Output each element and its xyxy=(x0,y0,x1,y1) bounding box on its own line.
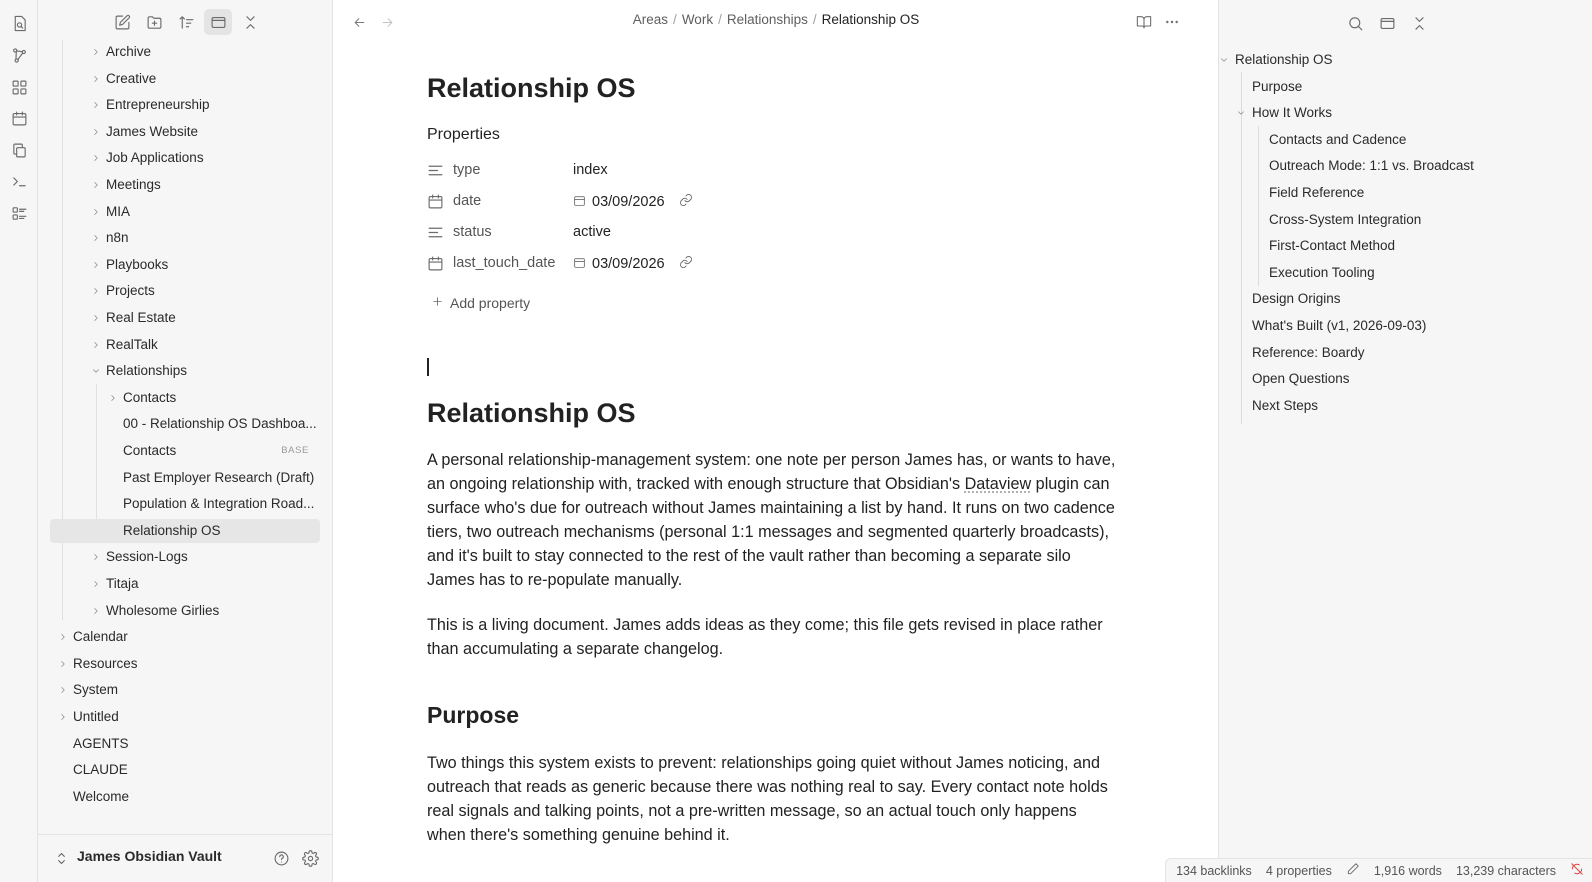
file-item[interactable] xyxy=(50,519,320,543)
sort-order-icon[interactable] xyxy=(172,9,200,35)
paragraph-purpose[interactable]: Two things this system exists to prevent: relationships going quiet without James noticing, and outreach that reads as generic because there was nothing real to say. Every contact note holds real signals and talking points, not a pre-written message, so an actual touch only happens when there's something genuine behind it. xyxy=(427,754,1108,844)
chevron-right-icon[interactable] xyxy=(90,200,102,224)
tree-item-label: Relationship OS xyxy=(123,522,221,538)
more-options-icon[interactable] xyxy=(1160,10,1184,34)
folder-item[interactable] xyxy=(38,306,321,330)
tree-item-label: James Website xyxy=(106,123,199,139)
folder-item[interactable] xyxy=(38,625,321,649)
text-property-icon xyxy=(427,224,445,242)
property-row-status[interactable] xyxy=(427,220,1117,246)
chevron-up-down-icon[interactable] xyxy=(51,848,71,868)
tree-item-label: CLAUDE xyxy=(73,762,128,778)
chevron-right-icon[interactable] xyxy=(90,306,102,330)
outline-heading-item[interactable] xyxy=(1269,208,1421,232)
outline-heading-item[interactable] xyxy=(1269,181,1364,205)
text: A personal relationship-management system: one note per person James has, or wants to have, an ongoing relationship with, tracked with enough structure that Obsidian's xyxy=(427,451,1116,493)
folder-item[interactable] xyxy=(38,705,321,729)
graph-view-icon[interactable] xyxy=(6,42,32,68)
breadcrumb-separator: / xyxy=(673,12,677,27)
tree-item-label: Calendar xyxy=(73,629,128,645)
outline-heading-label: Execution Tooling xyxy=(1269,264,1375,280)
outline-heading-item[interactable] xyxy=(1235,48,1333,72)
chevron-right-icon[interactable] xyxy=(57,652,69,676)
chevron-right-icon[interactable] xyxy=(90,173,102,197)
tree-item-label: Resources xyxy=(73,655,138,671)
tree-item-label: Session-Logs xyxy=(106,549,188,565)
toggle-pane-icon[interactable] xyxy=(1374,10,1400,36)
chevron-right-icon[interactable] xyxy=(90,572,102,596)
property-key[interactable]: date xyxy=(453,193,482,209)
calendar-icon xyxy=(427,193,445,211)
chevron-right-icon[interactable] xyxy=(90,253,102,277)
outline-pane xyxy=(1218,0,1592,882)
settings-gear-icon[interactable] xyxy=(300,848,320,868)
reading-view-book-icon[interactable] xyxy=(1132,10,1156,34)
tree-item-label: System xyxy=(73,682,119,698)
calendar-icon[interactable] xyxy=(573,256,586,273)
folder-item[interactable] xyxy=(38,226,321,250)
property-row-last-touch-date[interactable] xyxy=(427,251,1117,277)
outline-heading-item[interactable] xyxy=(1269,234,1395,258)
folder-item[interactable] xyxy=(38,146,321,170)
tree-item-label: Entrepreneurship xyxy=(106,97,210,113)
tree-item-label: Titaja xyxy=(106,576,139,591)
left-ribbon xyxy=(0,0,38,882)
outline-heading-label: Cross-System Integration xyxy=(1269,211,1422,227)
outline-heading-label: Next Steps xyxy=(1252,397,1319,413)
chevron-right-icon[interactable] xyxy=(90,279,102,303)
outline-heading-item[interactable] xyxy=(1269,128,1406,152)
tree-item-label: Population & Integration Road... xyxy=(123,496,315,512)
outline-heading-label: Design Origins xyxy=(1252,291,1341,307)
breadcrumb-separator: / xyxy=(812,12,817,27)
tree-item-label: Wholesome Girlies xyxy=(106,602,220,618)
editor-pane xyxy=(334,0,1218,882)
date-value[interactable] xyxy=(573,193,693,211)
property-value[interactable]: index xyxy=(573,162,608,178)
folder-item[interactable] xyxy=(38,40,321,64)
tree-item-label: Contacts xyxy=(123,443,177,458)
outline-heading-label: What's Built (v1, 2026-09-03) xyxy=(1252,318,1427,333)
chevron-right-icon[interactable] xyxy=(90,40,102,64)
breadcrumb xyxy=(334,12,1218,27)
file-type-badge: BASE xyxy=(281,445,309,456)
outline-heading-label: Field Reference xyxy=(1269,185,1365,200)
note-title[interactable]: Relationship OS xyxy=(427,73,636,103)
chevron-right-icon[interactable] xyxy=(90,67,102,91)
folder-item[interactable] xyxy=(38,93,321,117)
chevron-right-icon[interactable] xyxy=(57,625,69,649)
calendar-icon[interactable] xyxy=(573,194,586,211)
outline-heading-item[interactable] xyxy=(1269,261,1375,285)
add-property-label: Add property xyxy=(450,295,531,311)
tree-item-label: Creative xyxy=(106,70,157,86)
note-content[interactable] xyxy=(427,68,1117,844)
tree-item-label: Contacts xyxy=(123,389,177,405)
tree-item-label: n8n xyxy=(106,230,129,246)
bases-icon[interactable] xyxy=(6,200,32,226)
tree-item-label: Meetings xyxy=(106,177,161,192)
status-bar xyxy=(1165,858,1592,882)
folder-item[interactable] xyxy=(38,253,321,277)
folder-item[interactable] xyxy=(38,678,321,702)
tree-item-label: Welcome xyxy=(73,788,130,804)
chevron-right-icon[interactable] xyxy=(90,545,102,569)
tree-item-label: AGENTS xyxy=(73,735,129,751)
terminal-icon[interactable] xyxy=(6,168,32,194)
date-text[interactable]: 03/09/2026 xyxy=(592,194,665,210)
folder-item[interactable] xyxy=(38,67,321,91)
tree-item-label: 00 - Relationship OS Dashboa... xyxy=(123,416,317,432)
outline-heading-item[interactable] xyxy=(1252,341,1365,365)
heading-relationship-os[interactable]: Relationship OS xyxy=(427,398,636,428)
dataview-link[interactable]: Dataview xyxy=(964,475,1032,493)
new-folder-icon[interactable] xyxy=(140,9,168,35)
outline-heading-item[interactable] xyxy=(1252,101,1332,125)
file-item[interactable] xyxy=(38,466,321,490)
breadcrumb-item-current[interactable]: Relationship OS xyxy=(821,12,920,27)
outline-heading-item[interactable] xyxy=(1252,75,1302,99)
outline-heading-item[interactable] xyxy=(1252,367,1350,391)
folder-item[interactable] xyxy=(38,386,321,410)
backlinks-count[interactable]: 134 backlinks xyxy=(1176,863,1252,878)
tree-item-label: Untitled xyxy=(73,709,119,724)
daily-note-calendar-icon[interactable] xyxy=(6,105,32,131)
tree-item-label: Projects xyxy=(106,283,155,299)
paragraph-living-document[interactable]: This is a living document. James adds ideas as they come; this file gets revised in place rather than accumulating a separate changelog. xyxy=(427,616,1103,658)
breadcrumb-separator: / xyxy=(718,12,722,27)
calendar-icon xyxy=(427,255,445,273)
chevron-right-icon[interactable] xyxy=(90,226,102,250)
tree-item-label: Archive xyxy=(106,44,152,59)
canvas-icon[interactable] xyxy=(6,74,32,100)
folder-item[interactable] xyxy=(38,599,321,623)
outline-heading-item[interactable] xyxy=(1252,314,1426,338)
folder-item[interactable] xyxy=(38,120,321,144)
tree-item-label: Playbooks xyxy=(106,256,169,272)
property-key[interactable]: status xyxy=(453,224,492,240)
outline-heading-label: Open Questions xyxy=(1252,371,1350,387)
help-icon[interactable] xyxy=(271,848,291,868)
folder-item[interactable] xyxy=(38,173,321,197)
outline-heading-item[interactable] xyxy=(1269,154,1474,178)
templates-icon[interactable] xyxy=(6,137,32,163)
chevron-right-icon[interactable] xyxy=(90,599,102,623)
outline-heading-label: Relationship OS xyxy=(1235,52,1333,67)
chevron-right-icon[interactable] xyxy=(57,678,69,702)
file-item[interactable] xyxy=(38,439,321,463)
auto-reveal-file-icon[interactable] xyxy=(204,9,232,35)
text: plugin can surface who's due for outreach without James maintaining a list by hand. It runs on two cadence tiers, two outreach mechanisms (personal 1:1 messages and segmented quarterly broadcasts), and it's built to stay connected to the rest of the vault rather than becoming a separate silo James has to re-populate manually. xyxy=(427,475,1115,589)
outline-heading-label: How It Works xyxy=(1252,105,1333,121)
text-cursor xyxy=(427,358,429,376)
folder-item[interactable] xyxy=(38,200,321,224)
folder-item[interactable] xyxy=(38,572,321,596)
collapse-all-icon[interactable] xyxy=(236,9,264,35)
outline-heading-label: Outreach Mode: 1:1 vs. Broadcast xyxy=(1269,158,1474,174)
chevron-right-icon[interactable] xyxy=(90,120,102,144)
tree-item-label: Past Employer Research (Draft) xyxy=(123,469,315,485)
tree-item-label: MIA xyxy=(106,203,131,219)
property-value[interactable]: active xyxy=(573,224,611,240)
paragraph-intro[interactable] xyxy=(427,448,1117,592)
folder-item[interactable] xyxy=(38,359,321,383)
properties-heading[interactable]: Properties xyxy=(427,126,500,143)
outline-indent-guide xyxy=(1258,126,1259,286)
file-item[interactable] xyxy=(38,412,321,436)
outline-heading-label: Contacts and Cadence xyxy=(1269,131,1407,147)
outline-heading-label: First-Contact Method xyxy=(1269,238,1396,254)
chevron-right-icon[interactable] xyxy=(57,705,69,729)
chevron-down-icon[interactable] xyxy=(90,359,102,383)
sync-status-icon[interactable] xyxy=(1570,862,1584,879)
breadcrumb-item-relationships[interactable]: Relationships xyxy=(726,12,808,27)
chevron-down-icon[interactable] xyxy=(1218,48,1230,72)
search-icon[interactable] xyxy=(1342,10,1368,36)
plus-icon xyxy=(431,295,444,311)
chevron-right-icon[interactable] xyxy=(107,386,119,410)
edit-mode-pencil-icon[interactable] xyxy=(1346,862,1360,879)
link-icon[interactable] xyxy=(671,255,693,273)
file-item[interactable] xyxy=(38,758,321,782)
folder-item[interactable] xyxy=(38,333,321,357)
link-icon[interactable] xyxy=(671,193,693,211)
property-key[interactable]: last_touch_date xyxy=(453,255,556,271)
new-note-icon[interactable] xyxy=(108,9,136,35)
breadcrumb-item-areas[interactable]: Areas xyxy=(632,12,669,27)
vault-switcher[interactable] xyxy=(38,834,333,882)
folder-item[interactable] xyxy=(38,545,321,569)
chevron-down-icon[interactable] xyxy=(1235,101,1247,125)
tree-item-label: Job Applications xyxy=(106,150,204,166)
chevron-right-icon[interactable] xyxy=(90,146,102,170)
chevron-right-icon[interactable] xyxy=(90,333,102,357)
tree-item-label: RealTalk xyxy=(106,336,158,352)
property-key[interactable]: type xyxy=(453,162,481,178)
open-quick-switcher-icon[interactable] xyxy=(6,10,32,36)
word-count: 1,916 words xyxy=(1373,863,1442,878)
file-explorer-sidebar xyxy=(38,0,333,882)
vault-name[interactable]: James Obsidian Vault xyxy=(77,848,222,864)
text-property-icon xyxy=(427,162,445,180)
file-item[interactable] xyxy=(38,732,321,756)
collapse-all-icon[interactable] xyxy=(1406,10,1432,36)
properties-count[interactable]: 4 properties xyxy=(1265,863,1332,878)
outline-heading-label: Purpose xyxy=(1252,78,1303,94)
date-text[interactable]: 03/09/2026 xyxy=(592,256,665,272)
folder-item[interactable] xyxy=(38,279,321,303)
file-item[interactable] xyxy=(38,785,321,809)
heading-purpose[interactable]: Purpose xyxy=(427,702,520,728)
file-item[interactable] xyxy=(38,492,321,516)
tree-item-label: Real Estate xyxy=(106,310,176,325)
chevron-right-icon[interactable] xyxy=(90,93,102,117)
tree-item-label: Relationships xyxy=(106,363,188,379)
file-explorer-toolbar xyxy=(108,9,264,37)
character-count: 13,239 characters xyxy=(1455,863,1556,878)
folder-item[interactable] xyxy=(38,652,321,676)
property-row-date[interactable] xyxy=(427,189,1117,215)
breadcrumb-item-work[interactable]: Work xyxy=(681,12,714,27)
outline-heading-label: Reference: Boardy xyxy=(1252,344,1365,360)
property-row-type[interactable] xyxy=(427,158,1117,184)
outline-heading-item[interactable] xyxy=(1252,287,1341,311)
outline-heading-item[interactable] xyxy=(1252,394,1318,418)
date-value[interactable] xyxy=(573,255,693,273)
add-property-button[interactable] xyxy=(431,295,530,311)
